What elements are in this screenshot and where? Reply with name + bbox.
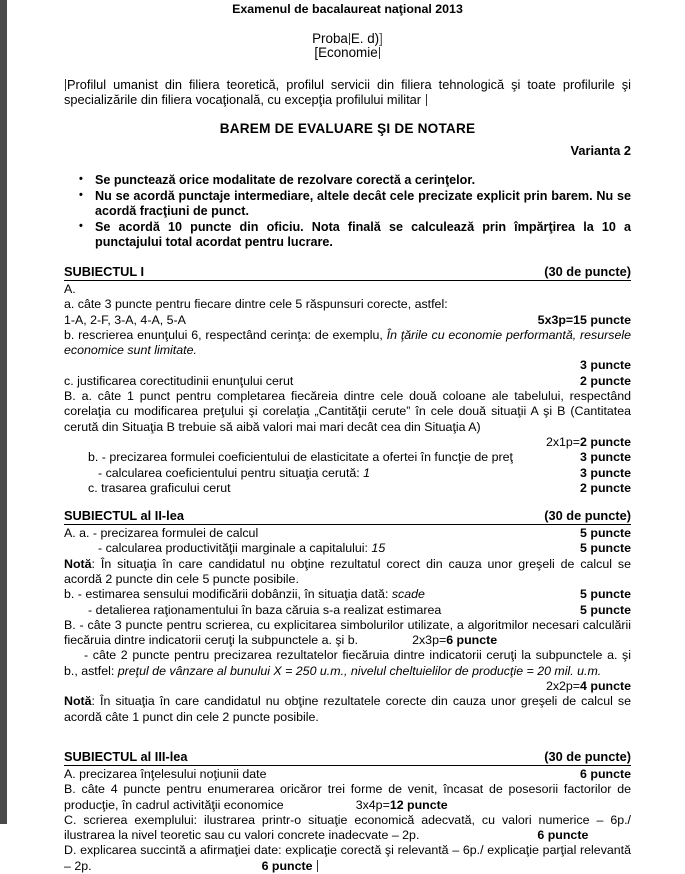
subject-1-b-text-italic: În ţările cu economie performantă, resursele economice sunt limitate. [64, 327, 631, 358]
subject-1-B-c-points: 2 puncte [580, 480, 631, 495]
subject-1-c-text: c. justificarea corectitudinii enunţului cerut [64, 373, 294, 388]
subject-2-b-points: 5 puncte [580, 587, 631, 602]
subject-2-B-b-text-italic: preţul de vânzare al bunului X = 250 u.m., nivelul cheltuielilor de producţie = 20 mil. u.m. [117, 663, 602, 678]
text-cursor-mark-4 [426, 94, 427, 106]
subject-3-A-points: 6 puncte [580, 766, 631, 781]
subject-2-A-a-row [64, 526, 631, 541]
subject-2-b-text-plain: b. - estimarea sensului modificării dobânzii, în situaţia dată: [64, 587, 392, 602]
subject-3-B-points-prefix: 3x4p= [355, 797, 390, 812]
subject-2-points: (30 de puncte) [544, 508, 631, 524]
subject-2-b-text [64, 587, 580, 602]
proba-line [64, 32, 631, 47]
section-subiectul-1 [64, 264, 631, 496]
document-page [7, 0, 685, 873]
subject-1-B-b-text: b. - precizarea formulei coeficientului de elasticitate a ofertei în funcţie de preţ [88, 450, 513, 465]
subject-2-nota-2 [64, 694, 631, 725]
subject-2-nota-1 [64, 557, 631, 588]
bracket-mark-left: [ [314, 45, 319, 61]
subject-1-c-points: 2 puncte [580, 373, 631, 388]
section-subiectul-3 [64, 749, 631, 874]
document-body [64, 0, 631, 874]
list-item: • Se acordă 10 puncte din oficiu. Nota finală se calculează prin împărţirea la 10 a punctajului total acordat pentru lucrare. [95, 220, 631, 251]
subject-1-B-c-row [64, 481, 631, 496]
subject-1-b-points: 3 puncte [580, 358, 631, 373]
subject-2-B-b-paragraph [64, 648, 631, 679]
bracket-mark-right: ] [379, 30, 383, 46]
subject-2-A-a-text: A. a. - precizarea formulei de calcul [64, 526, 259, 541]
subject-1-b-text-plain: b. rescrierea enunţului 6, respectând cerinţa: de exemplu, [64, 327, 387, 342]
subject-1-a-answers-points: 5x3p=15 puncte [537, 312, 631, 327]
subject-2-b2-points: 5 puncte [580, 602, 631, 617]
subject-2-title: SUBIECTUL al II-lea [64, 508, 184, 524]
subject-1-points: (30 de puncte) [544, 263, 631, 279]
subject-1-B-a-paragraph: B. a. câte 1 punct pentru completarea fiecăreia dintre cele două coloane ale tabelului, respectând corelaţia cu modificarea preţului şi corelaţia „Cantităţii cerute” în cele două situaţii A şi B (Cantitatea cerută din Situaţia B trebuie să aibă valori mai mari decât cea din Situaţia A) [64, 389, 631, 434]
grading-rules-list [64, 173, 631, 251]
profile-note-text: Profilul umanist din filiera teoretică, profilul servicii din filiera tehnologică şi toate profilurile şi specializările din filiera vocaţională, cu excepţia profilului militar [64, 76, 631, 108]
text-cursor-mark-5 [317, 860, 318, 872]
subject-1-B-b2-points: 3 puncte [580, 465, 631, 480]
exam-title: Examenul de bacalaureat naţional 2013 [232, 2, 463, 16]
subject-3-D-paragraph [64, 843, 631, 874]
subject-2-B-b-points-value: 4 puncte [580, 679, 631, 694]
left-page-gutter [0, 0, 7, 824]
subject-2-b2-row [64, 603, 631, 618]
proba-code: E. d) [350, 30, 380, 46]
subject-1-a-answers: 1-A, 2-F, 3-A, 4-A, 5-A [64, 312, 186, 327]
text-cursor-mark-3 [65, 79, 66, 91]
subject-2-B-points-prefix: 2x3p= [412, 633, 447, 648]
variant-label: Varianta 2 [570, 143, 631, 159]
subject-3-B-paragraph [64, 782, 631, 813]
subject-2-B-b-points-prefix: 2x2p= [545, 679, 581, 694]
text-cursor-mark [349, 33, 350, 45]
text-cursor-mark-2 [379, 47, 380, 59]
subject-2-B-paragraph-text: B. - câte 3 puncte pentru scrierea, cu explicitarea simbolurilor utilizate, a algoritmilor necesari calculării fiecăruia dintre indicatorii ceruţi la subpunctele a. şi b. [64, 617, 631, 648]
subject-2-body [64, 526, 631, 725]
discipline-line [64, 46, 631, 61]
subject-1-B-a-points [64, 435, 631, 450]
list-item: • Se punctează orice modalitate de rezolvare corectă a cerinţelor. [95, 173, 631, 189]
subject-3-C-paragraph [64, 813, 631, 844]
subject-3-A-row [64, 767, 631, 782]
subject-3-D-points: 6 puncte [261, 858, 313, 873]
subject-2-b2-text: - detalierea raţionamentului în baza căruia s-a realizat estimarea [88, 602, 442, 617]
subject-2-B-b-text-plain: - câte 2 puncte pentru precizarea rezultatelor fiecăruia dintre indicatorii ceruţi la subpunctele a. şi b., astfel: [64, 648, 631, 678]
subject-3-body [64, 767, 631, 874]
subject-1-body [64, 282, 631, 496]
subject-2-nota-2-text: : În situaţia în care candidatul nu obţine rezultatele corecte din cauza unor greşeli de calcul se acordă câte 1 punct din cele 2 puncte posibile. [64, 694, 631, 724]
subject-2-A-a2-text-italic: 15 [371, 541, 386, 556]
subject-2-A-a2-points: 5 puncte [580, 541, 631, 556]
subject-2-A-a2-row [64, 541, 631, 556]
subject-1-B-b2-text-plain: - calcularea coeficientului pentru situaţia cerută: [98, 465, 364, 480]
subject-3-C-points: 6 puncte [537, 828, 589, 843]
subject-3-A-text: A. precizarea înţelesului noţiunii date [64, 766, 267, 781]
subject-1-heading-row [64, 264, 631, 281]
subject-2-A-a2-text [98, 541, 580, 556]
subject-3-heading-row [64, 749, 631, 766]
page-title: BAREM DE EVALUARE ŞI DE NOTARE [219, 120, 476, 136]
subject-1-B-a-points-prefix: 2x1p= [545, 434, 581, 449]
subject-3-C-paragraph-text: C. scrierea exemplului: ilustrarea printr-o situaţie economică adecvată, cu valori numerice – 6p./ ilustrarea la nivel teoretic sau cu valori concrete inadecvate – 2p. [64, 812, 631, 843]
subject-1-B-b2-row [64, 466, 631, 481]
subject-2-A-a2-text-plain: - calcularea productivităţii marginale a capitalului: [98, 541, 372, 556]
subject-2-heading-row [64, 508, 631, 525]
subject-1-B-a-points-value: 2 puncte [580, 434, 631, 449]
subject-1-B-c-text: c. trasarea graficului cerut [88, 480, 231, 495]
subject-2-b-row [64, 587, 631, 602]
subject-2-B-points-value: 6 puncte [446, 633, 498, 648]
section-subiectul-2 [64, 508, 631, 725]
subject-1-title: SUBIECTUL I [64, 263, 145, 279]
subject-1-a-answers-row [64, 313, 631, 328]
subject-3-title: SUBIECTUL al III-lea [64, 748, 188, 764]
list-item: • Nu se acordă punctaje intermediare, altele decât cele precizate explicit prin barem. Nu se acordă fracţiuni de punct. [95, 189, 631, 220]
subject-2-A-a-points: 5 puncte [580, 526, 631, 541]
subject-3-points: (30 de puncte) [544, 748, 631, 764]
profile-note [64, 77, 631, 108]
subject-1-c-row [64, 374, 631, 389]
subject-2-nota-1-label: Notă [64, 556, 92, 571]
proba-label: Proba [312, 30, 348, 46]
subject-1-b-text [64, 328, 631, 359]
subject-2-B-paragraph [64, 618, 631, 649]
subject-2-nota-2-label: Notă [64, 694, 92, 709]
subject-1-a-intro: a. câte 3 puncte pentru fiecare dintre cele 5 răspunsuri corecte, astfel: [64, 297, 448, 312]
subject-1-B-b-points: 3 puncte [580, 450, 631, 465]
subject-3-B-paragraph-text: B. câte 4 puncte pentru enumerarea oricăror trei forme de venit, încasat de posesorii factorilor de producţie, în cadrul activităţii economice [64, 782, 631, 812]
subject-3-D-paragraph-text: D. explicarea succintă a afirmaţiei date: explicaţie corectă şi relevantă – 6p./ explicaţie parţial relevantă – 2p. [64, 843, 631, 873]
subject-3-B-points-value: 12 puncte [389, 797, 448, 812]
subject-1-B-b2-text-italic: 1 [363, 465, 371, 480]
subject-1-B-b2-text [98, 466, 580, 481]
subject-2-nota-1-text: : În situaţia în care candidatul nu obţine rezultatul corect din cauza unor greşeli de calcul se acordă 2 puncte din cele 5 puncte posibile. [64, 556, 631, 586]
subject-2-B-b-points [64, 679, 631, 694]
discipline-name: Economie [318, 45, 378, 61]
subject-2-b-text-italic: scade [391, 587, 425, 602]
subject-1-part-a-label: A. [64, 281, 76, 296]
subject-1-B-b-row [64, 450, 631, 465]
